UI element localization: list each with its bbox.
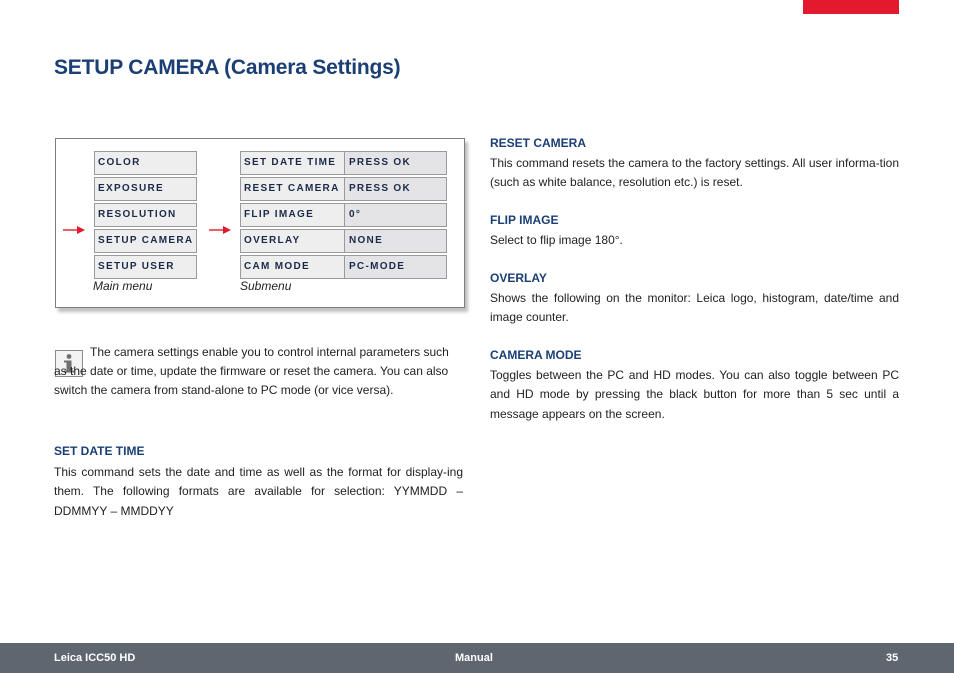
footer-section: Manual xyxy=(455,652,493,664)
main-menu-column xyxy=(94,151,197,281)
camera-mode-body: Toggles between the PC and HD modes. You can also toggle between PC and HD mode by pressing the black button for more than 5 sec until a message appears on the screen. xyxy=(490,368,899,421)
submenu-key: FLIP IMAGE xyxy=(241,204,345,226)
submenu-item xyxy=(240,255,447,279)
main-menu-label: RESOLUTION xyxy=(98,209,177,220)
submenu-caption: Submenu xyxy=(240,279,292,293)
camera-mode-heading: CAMERA MODE xyxy=(490,348,582,362)
arrow-right-icon xyxy=(63,225,85,235)
main-menu-item xyxy=(94,203,197,227)
main-menu-item xyxy=(94,151,197,175)
submenu-key: OVERLAY xyxy=(241,230,345,252)
main-menu-item xyxy=(94,255,197,279)
submenu-key: RESET CAMERA xyxy=(241,178,345,200)
submenu-item xyxy=(240,203,447,227)
submenu-item xyxy=(240,151,447,175)
footer-page-number: 35 xyxy=(886,652,899,664)
submenu-key: SET DATE TIME xyxy=(241,152,345,174)
overlay-heading: OVERLAY xyxy=(490,271,547,285)
main-menu-label: COLOR xyxy=(98,157,141,168)
footer-product: Leica ICC50 HD xyxy=(54,652,136,664)
flip-image-body: Select to flip image 180°. xyxy=(490,233,623,247)
arrow-right-icon xyxy=(209,225,231,235)
reset-camera-heading: RESET CAMERA xyxy=(490,136,587,150)
reset-camera-body: This command resets the camera to the factory settings. All user informa-tion (such as white balance, resolution etc.) is reset. xyxy=(490,156,899,190)
info-note: The camera settings enable you to control internal parameters such as the date or time, update the firmware or reset the camera. You can also switch the camera from stand-alone to PC mode (or vice versa). xyxy=(54,345,449,397)
page-footer xyxy=(0,643,954,673)
set-date-time-heading: SET DATE TIME xyxy=(54,444,145,458)
page-title: SETUP CAMERA (Camera Settings) xyxy=(54,56,401,79)
page-corner-tab xyxy=(803,0,899,14)
submenu-item xyxy=(240,229,447,253)
main-menu-label: EXPOSURE xyxy=(98,183,164,194)
submenu-value: NONE xyxy=(345,230,446,252)
main-menu-label: SETUP CAMERA xyxy=(98,235,194,246)
menu-diagram xyxy=(55,138,465,308)
main-menu-caption: Main menu xyxy=(93,279,153,293)
main-menu-item xyxy=(94,177,197,201)
overlay-body: Shows the following on the monitor: Leica logo, histogram, date/time and image counter. xyxy=(490,291,899,325)
submenu-key: CAM MODE xyxy=(241,256,345,278)
flip-image-heading: FLIP IMAGE xyxy=(490,213,559,227)
submenu-value: PRESS OK xyxy=(345,152,446,174)
main-menu-item-selected xyxy=(94,229,197,253)
submenu-column xyxy=(240,151,447,281)
submenu-value: PRESS OK xyxy=(345,178,446,200)
submenu-value: PC-MODE xyxy=(345,256,446,278)
submenu-item xyxy=(240,177,447,201)
main-menu-label: SETUP USER xyxy=(98,261,175,272)
set-date-time-body: This command sets the date and time as well as the format for display-ing them. The following formats are available for selection: YYMMDD – DDMMYY – MMDDYY xyxy=(54,465,463,518)
submenu-value: 0° xyxy=(345,204,446,226)
